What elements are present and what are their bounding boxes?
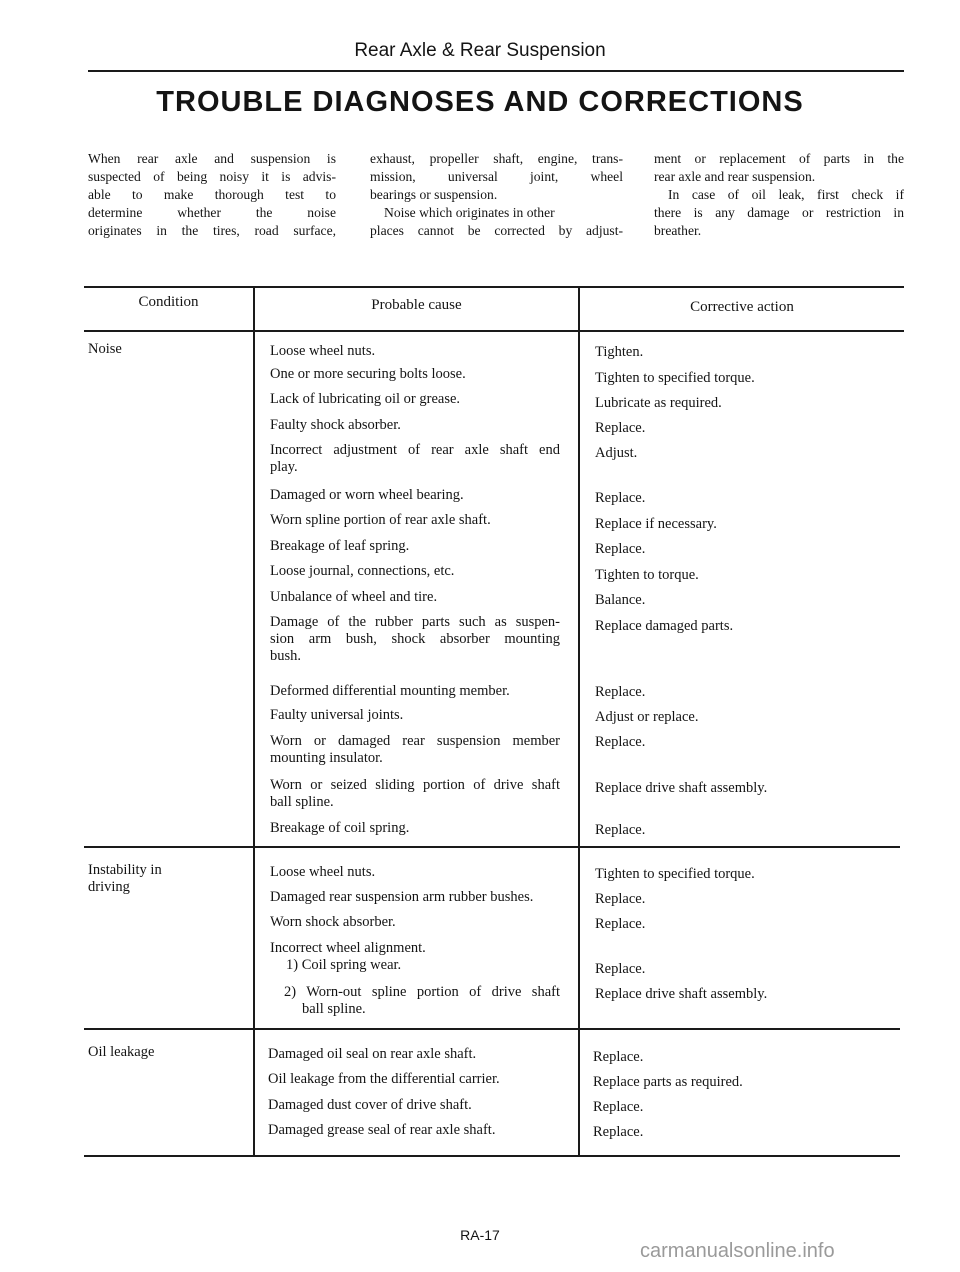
intro-column-2 xyxy=(370,150,623,240)
cause-text: play. xyxy=(270,459,298,475)
cause-text: 2) Worn-out spline portion of drive shaft xyxy=(284,984,560,1000)
cause-text: Oil leakage from the differential carrier. xyxy=(268,1071,500,1087)
cause-text: Deformed differential mounting member. xyxy=(270,683,510,699)
intro-line: there is any damage or restriction in xyxy=(654,205,904,220)
cause-cell xyxy=(270,614,560,665)
cause-cell xyxy=(270,914,396,931)
intro-line: ment or replacement of parts in the xyxy=(654,151,904,166)
cause-text: One or more securing bolts loose. xyxy=(270,366,466,382)
running-header: Rear Axle & Rear Suspension xyxy=(354,40,606,61)
cause-text: 1) Coil spring wear. xyxy=(286,957,402,973)
cause-cell xyxy=(270,777,560,811)
cause-text: Worn spline portion of rear axle shaft. xyxy=(270,512,491,528)
header-corrective-action: Corrective action xyxy=(690,299,794,315)
action-cell: Replace. xyxy=(595,420,646,436)
action-cell: Replace. xyxy=(593,1049,644,1065)
cause-text: Damaged or worn wheel bearing. xyxy=(270,487,464,503)
table-column-rule xyxy=(253,286,255,1156)
action-cell: Replace. xyxy=(595,891,646,907)
intro-column-3 xyxy=(654,150,904,240)
cause-cell xyxy=(270,864,375,881)
condition-text: Instability in xyxy=(88,862,162,878)
intro-line: originates in the tires, road surface, xyxy=(88,223,336,238)
cause-text: Breakage of leaf spring. xyxy=(270,538,410,554)
action-cell: Replace. xyxy=(593,1099,644,1115)
cause-text: Unbalance of wheel and tire. xyxy=(270,589,438,605)
cause-text: Damaged dust cover of drive shaft. xyxy=(268,1097,472,1113)
header-probable-cause: Probable cause xyxy=(371,297,462,313)
cause-cell xyxy=(270,366,466,383)
intro-line: exhaust, propeller shaft, engine, trans- xyxy=(370,151,623,166)
action-cell: Adjust or replace. xyxy=(595,709,699,725)
cause-text: Incorrect wheel alignment. xyxy=(270,940,426,956)
action-cell: Tighten to torque. xyxy=(595,567,699,583)
intro-line: breather. xyxy=(654,223,702,238)
cause-cell xyxy=(270,683,510,700)
cause-text: Damaged rear suspension arm rubber bushes. xyxy=(270,889,534,905)
cause-text: Damaged grease seal of rear axle shaft. xyxy=(268,1122,496,1138)
cause-text: mounting insulator. xyxy=(270,750,383,766)
intro-line: able to make thorough test to xyxy=(88,187,336,202)
action-cell: Tighten to specified torque. xyxy=(595,370,755,386)
action-cell: Replace. xyxy=(595,734,646,750)
cause-cell xyxy=(270,442,560,476)
table-group-rule xyxy=(84,846,900,848)
action-cell: Replace. xyxy=(595,822,646,838)
cause-text: Faulty shock absorber. xyxy=(270,417,401,433)
header-condition: Condition xyxy=(138,294,199,310)
page-number: RA-17 xyxy=(460,1227,500,1243)
condition-instability xyxy=(88,862,162,896)
header-rule xyxy=(88,70,904,72)
table-bottom-rule xyxy=(84,1155,900,1157)
action-cell: Replace. xyxy=(595,490,646,506)
action-cell: Replace. xyxy=(595,916,646,932)
cause-text: Worn shock absorber. xyxy=(270,914,396,930)
action-cell: Replace. xyxy=(595,961,646,977)
cause-text: bush. xyxy=(270,648,302,664)
table-top-rule xyxy=(84,286,904,288)
action-cell: Replace parts as required. xyxy=(593,1074,743,1090)
condition-oil-leakage: Oil leakage xyxy=(88,1044,155,1060)
intro-line: rear axle and rear suspension. xyxy=(654,169,816,184)
action-cell: Replace. xyxy=(593,1124,644,1140)
action-cell: Balance. xyxy=(595,592,646,608)
cause-cell xyxy=(270,707,403,724)
cause-cell xyxy=(270,889,533,906)
cause-text: ball spline. xyxy=(270,794,334,810)
intro-line: bearings or suspension. xyxy=(370,187,498,202)
cause-cell xyxy=(268,1122,495,1139)
intro-line: When rear axle and suspension is xyxy=(88,151,336,166)
cause-cell xyxy=(268,1097,472,1114)
cause-cell xyxy=(270,512,491,529)
table-group-rule xyxy=(84,1028,900,1030)
intro-line: determine whether the noise xyxy=(88,205,336,220)
cause-cell xyxy=(270,733,560,767)
action-cell: Replace drive shaft assembly. xyxy=(595,986,768,1002)
action-cell: Lubricate as required. xyxy=(595,395,722,411)
cause-cell xyxy=(268,1046,476,1063)
cause-text: Damaged oil seal on rear axle shaft. xyxy=(268,1046,477,1062)
intro-line: mission, universal joint, wheel xyxy=(370,169,623,184)
action-cell: Replace. xyxy=(595,541,646,557)
action-cell: Replace drive shaft assembly. xyxy=(595,780,768,796)
condition-noise: Noise xyxy=(88,341,122,357)
cause-cell xyxy=(270,391,460,408)
table-header-rule xyxy=(84,330,904,332)
cause-text: Worn or seized sliding portion of drive shaft xyxy=(270,777,560,793)
page-title: TROUBLE DIAGNOSES AND CORRECTIONS xyxy=(156,86,804,118)
cause-cell xyxy=(270,538,409,555)
action-cell: Adjust. xyxy=(595,445,638,461)
cause-text: Worn or damaged rear suspension member xyxy=(270,733,560,749)
action-cell: Tighten. xyxy=(595,344,644,360)
cause-text: Incorrect adjustment of rear axle shaft end xyxy=(270,442,560,458)
condition-text: driving xyxy=(88,879,130,895)
intro-column-1 xyxy=(88,150,336,240)
cause-cell xyxy=(270,487,464,504)
table-column-rule xyxy=(578,286,580,1156)
intro-line: Noise which originates in other xyxy=(384,205,555,220)
cause-text: Loose wheel nuts. xyxy=(270,343,376,359)
cause-cell xyxy=(270,417,401,434)
action-cell: Replace. xyxy=(595,684,646,700)
cause-text: Loose journal, connections, etc. xyxy=(270,563,455,579)
intro-line: In case of oil leak, first check if xyxy=(668,187,904,202)
cause-cell xyxy=(270,820,409,837)
action-cell: Replace damaged parts. xyxy=(595,618,734,634)
watermark: carmanualsonline.info xyxy=(640,1240,835,1262)
cause-text: Loose wheel nuts. xyxy=(270,864,376,880)
cause-cell xyxy=(270,940,426,957)
intro-line: suspected of being noisy it is advis- xyxy=(88,169,336,184)
intro-line: places cannot be corrected by adjust- xyxy=(370,223,623,238)
cause-cell xyxy=(268,1071,500,1088)
cause-cell xyxy=(270,343,375,360)
cause-text: Breakage of coil spring. xyxy=(270,820,410,836)
cause-text: sion arm bush, shock absorber mounting xyxy=(270,631,560,647)
cause-text: ball spline. xyxy=(302,1001,366,1017)
cause-cell xyxy=(284,984,560,1018)
cause-cell xyxy=(286,957,401,974)
action-cell: Tighten to specified torque. xyxy=(595,866,755,882)
cause-cell xyxy=(270,563,454,580)
cause-text: Lack of lubricating oil or grease. xyxy=(270,391,461,407)
cause-text: Damage of the rubber parts such as suspen- xyxy=(270,614,560,630)
cause-cell xyxy=(270,589,437,606)
action-cell: Replace if necessary. xyxy=(595,516,717,532)
cause-text: Faulty universal joints. xyxy=(270,707,404,723)
